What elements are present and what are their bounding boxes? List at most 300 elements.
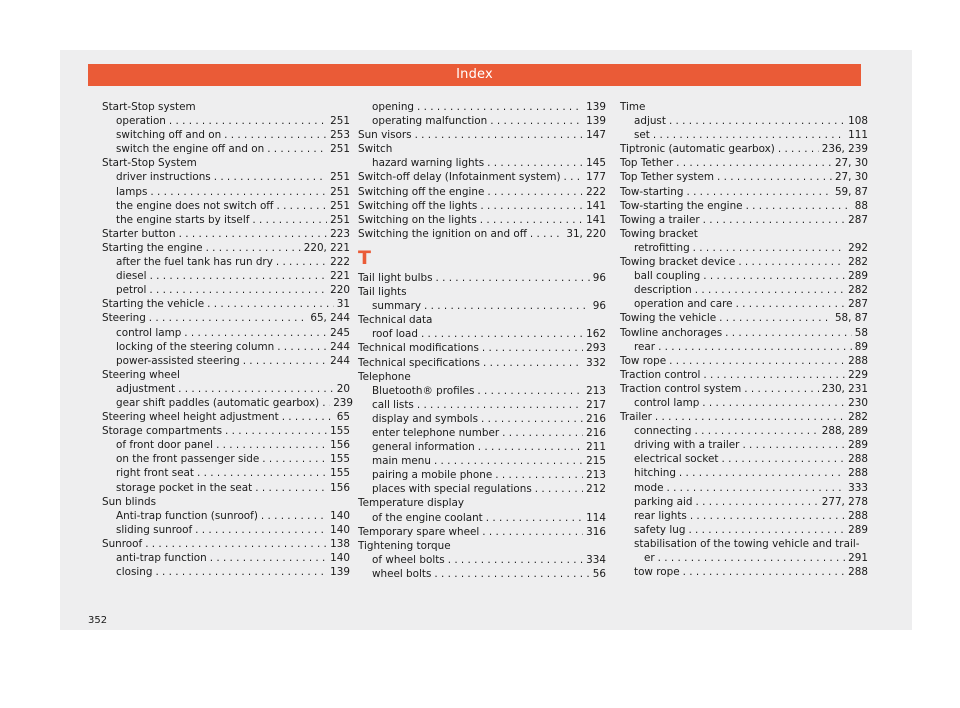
index-entry [358,553,606,567]
entry-label: Technical modifications [358,342,479,355]
index-entry [358,398,606,412]
page-reference: 287 [848,213,868,226]
index-entry [620,311,868,325]
entry-label: operation and care [634,298,733,311]
index-heading: Sun blinds [102,495,157,508]
index-heading: Switch [358,143,393,156]
entry-label: general information [372,441,475,454]
entry-label: right front seat [116,467,194,480]
index-entry [620,424,868,438]
index-entry [358,156,606,170]
entry-label: wheel bolts [372,567,432,580]
entry-label: display and symbols [372,412,478,425]
index-entry [358,468,606,482]
entry-label: main menu [372,455,431,468]
page-reference: 251 [330,143,350,156]
leader-dots [683,565,846,579]
index-entry [102,142,350,156]
entry-label: Traction control [620,368,701,381]
page-reference: 65 [336,411,350,424]
index-entry [358,327,606,341]
entry-label: enter telephone number [372,426,500,439]
index-entry [102,128,350,142]
entry-label: hitching [634,467,676,480]
leader-dots [482,341,583,355]
entry-label: rear lights [634,509,687,522]
index-entry [620,509,868,523]
entry-label: of the engine coolant [372,511,483,524]
page-reference: 59, 87 [834,185,868,198]
page-reference: 27, 30 [834,171,868,184]
entry-label: switching off and on [116,129,222,142]
entry-label: ball coupling [634,270,701,283]
entry-label: Tail light bulbs [358,271,433,284]
index-entry [620,241,868,255]
page-reference: 139 [330,566,350,579]
index-entry [620,466,868,480]
leader-dots [487,156,583,170]
index-heading: Tail lights [358,286,407,299]
index-entry [620,128,868,142]
page-reference: 220, 221 [303,241,350,254]
index-entry [102,269,350,283]
entry-label: adjust [634,115,666,128]
leader-dots [502,426,583,440]
page-reference: 156 [330,481,350,494]
page-reference: 332 [586,356,606,369]
leader-dots [686,185,831,199]
entry-label: Towing the vehicle [620,312,717,325]
leader-dots [702,396,845,410]
index-entry [620,354,868,368]
index-entry [620,255,868,269]
index-heading: Time [620,101,646,113]
page-reference: 56 [592,567,606,580]
leader-dots [676,156,832,170]
index-entry [358,213,606,227]
entry-label: Storage compartments [102,425,223,438]
leader-dots [495,468,583,482]
leader-dots [688,523,845,537]
page-reference: 288, 289 [821,425,868,438]
index-entry [102,551,350,565]
index-entry [620,185,868,199]
entry-label: summary [372,300,422,313]
leader-dots [434,454,583,468]
leader-dots [480,213,583,227]
entry-label: adjustment [116,382,176,395]
entry-label: operating malfunction [372,115,488,128]
entry-label: parking aid [634,495,693,508]
entry-label: control lamp [116,326,182,339]
index-entry [620,283,868,297]
entry-label: Sun visors [358,129,412,142]
leader-dots [216,438,327,452]
entry-label: opening [372,101,414,113]
page-reference: 282 [848,411,868,424]
index-entry [620,565,868,579]
index-column-3 [620,100,868,579]
leader-dots [719,311,832,325]
index-header: Index [88,64,861,86]
leader-dots [490,114,583,128]
entry-label: Tiptronic (automatic gearbox) [620,143,775,156]
page-reference: 251 [330,199,350,212]
entry-label: closing [116,566,153,579]
leader-dots [480,199,583,213]
leader-dots [415,128,584,142]
leader-dots [722,452,846,466]
page-reference: 289 [848,439,868,452]
page-reference: 251 [330,213,350,226]
index-entry [620,213,868,227]
index-entry [620,382,868,396]
leader-dots [482,525,583,539]
page-reference: 212 [586,483,606,496]
index-entry [620,551,868,565]
entry-label: Technical specifications [358,356,480,369]
page-reference: 334 [586,553,606,566]
leader-dots [669,354,845,368]
page-reference: 89 [854,340,868,353]
index-heading: Tightening torque [358,539,451,552]
leader-dots [267,142,327,156]
page-reference: 282 [848,256,868,269]
entry-label: set [634,129,650,142]
leader-dots [778,142,819,156]
leader-dots [448,553,583,567]
entry-label: lamps [116,185,148,198]
leader-dots [206,241,301,255]
page-reference: 140 [330,509,350,522]
leader-dots [179,227,328,241]
leader-dots [478,440,583,454]
entry-label: Switching the ignition on and off [358,227,527,240]
page-reference: 230 [848,396,868,409]
entry-label: petrol [116,284,147,297]
index-column-1 [102,100,354,579]
index-entry [620,170,868,184]
entry-label: Anti-trap function (sunroof) [116,509,258,522]
index-entry [358,567,606,581]
leader-dots [679,466,845,480]
entry-label: the engine does not switch off [116,199,274,212]
page-reference: 20 [336,382,350,395]
entry-label: driver instructions [116,171,211,184]
section-letter: T [358,246,371,269]
leader-dots [564,170,584,184]
entry-label: call lists [372,398,414,411]
entry-label: Top Tether [620,157,674,170]
entry-label: Starting the vehicle [102,298,205,311]
entry-label: storage pocket in the seat [116,481,253,494]
index-entry [102,213,350,227]
index-entry [358,412,606,426]
index-entry [358,170,606,184]
page-reference: 88 [854,199,868,212]
page-reference: 244 [330,340,350,353]
page-reference: 287 [848,298,868,311]
page-reference: 177 [586,171,606,184]
index-entry [358,185,606,199]
page-reference: 291 [848,552,868,564]
index-entry [358,482,606,496]
entry-label: rear [634,340,656,353]
leader-dots [224,128,327,142]
leader-dots [435,271,589,285]
leader-dots [653,128,845,142]
page-reference: 289 [848,270,868,283]
page-reference: 229 [848,368,868,381]
page-reference: 333 [848,481,868,494]
entry-label: Tow-starting [620,185,684,198]
leader-dots [225,424,327,438]
leader-dots [693,241,845,255]
index-heading: Technical data [358,314,433,327]
entry-label: safety lug [634,523,686,536]
entry-label: Switching off the lights [358,199,478,212]
page-reference: 215 [586,455,606,468]
index-entry [102,241,350,255]
leader-dots [276,255,327,269]
index-entry [102,438,350,452]
index-entry [102,410,350,424]
entry-label: operation [116,115,166,128]
index-entry [358,299,606,313]
page-reference: 251 [330,185,350,198]
leader-dots [736,297,846,311]
leader-dots [434,567,589,581]
entry-label: after the fuel tank has run dry [116,256,273,269]
page-reference: 251 [330,115,350,128]
leader-dots [738,255,845,269]
entry-label: electrical socket [634,453,719,466]
entry-label: tow rope [634,566,680,579]
leader-dots [655,410,845,424]
entry-label: Tow-starting the engine [620,199,743,212]
leader-dots [197,466,327,480]
page-reference: 211 [586,441,606,454]
page-reference: 31, 220 [566,227,606,240]
entry-label: of front door panel [116,439,214,452]
index-entry [358,128,606,142]
index-entry [620,114,868,128]
index-entry [102,481,350,495]
index-heading: Start-Stop system [102,101,196,113]
entry-label: Switching on the lights [358,213,477,226]
index-heading: Start-Stop System [102,157,197,170]
page-reference: 141 [586,213,606,226]
index-entry [620,326,868,340]
page-reference: 58, 87 [834,312,868,325]
entry-label: Trailer [620,411,652,424]
page-reference: 292 [848,241,868,254]
leader-dots [666,481,845,495]
page-reference: 213 [586,384,606,397]
leader-dots [155,565,327,579]
index-entry [358,271,606,285]
index-entry [358,454,606,468]
leader-dots [658,551,845,565]
entry-label: pairing a mobile phone [372,469,493,482]
leader-dots [695,495,818,509]
leader-dots [184,326,327,340]
index-entry [620,368,868,382]
entry-label: control lamp [634,396,700,409]
entry-label: driving with a trailer [634,439,740,452]
index-entry [102,523,350,537]
entry-label: Sunroof [102,537,143,550]
page-reference: 253 [330,129,350,142]
page-reference: 111 [848,129,868,142]
entry-label: places with special regulations [372,483,532,496]
entry-label: Switching off the engine [358,185,485,198]
entry-label: hazard warning lights [372,157,485,170]
leader-dots [483,356,583,370]
page-reference: 223 [330,227,350,240]
index-entry [102,537,350,551]
index-entry [358,356,606,370]
page-reference: 216 [586,426,606,439]
page-reference: 31 [336,298,350,311]
entry-label: er [644,552,655,564]
index-entry [620,481,868,495]
leader-dots [149,283,327,297]
page-reference: 221 [330,270,350,283]
index-heading: Towing bracket [620,227,698,240]
leader-dots [276,199,327,213]
index-heading: Temperature display [358,497,465,510]
leader-dots [150,185,327,199]
index-entry [102,114,350,128]
index-entry [620,452,868,466]
leader-dots [530,227,563,241]
leader-dots [417,100,583,114]
page-reference: 155 [330,453,350,466]
index-entry [358,199,606,213]
entry-label: retrofitting [634,241,690,254]
index-heading: Telephone [358,370,411,383]
page-reference: 251 [330,171,350,184]
index-entry [620,438,868,452]
index-entry [358,341,606,355]
page-reference: 288 [848,509,868,522]
index-heading: Steering wheel [102,368,180,381]
entry-label: mode [634,481,664,494]
entry-label: on the front passenger side [116,453,260,466]
page-reference: 230, 231 [821,382,868,395]
leader-dots [535,482,583,496]
index-entry [620,396,868,410]
leader-dots [195,523,327,537]
leader-dots [477,384,583,398]
entry-label: connecting [634,425,692,438]
index-entry [358,114,606,128]
index-entry [102,326,350,340]
entry-label: Steering wheel height adjustment [102,411,279,424]
page-reference: 96 [592,271,606,284]
leader-dots [207,297,334,311]
page-reference: 58 [854,326,868,339]
leader-dots [703,368,845,382]
page-reference: 282 [848,284,868,297]
index-entry [620,410,868,424]
entry-label: Tow rope [620,354,667,367]
index-entry [358,384,606,398]
entry-label: diesel [116,270,147,283]
leader-dots [421,327,583,341]
page-reference: 156 [330,439,350,452]
leader-dots [703,213,846,227]
leader-dots [262,452,327,466]
leader-dots [690,509,845,523]
index-entry [102,396,354,410]
entry-label: Towline anchorages [620,326,723,339]
page-reference: 140 [330,523,350,536]
page-reference: 288 [848,354,868,367]
page-reference: 147 [586,129,606,142]
page-reference: 141 [586,199,606,212]
leader-dots [742,438,845,452]
page-reference: 145 [586,157,606,170]
leader-dots [178,382,334,396]
entry-label: Bluetooth® profiles [372,384,475,397]
index-entry [358,511,606,525]
index-entry [358,426,606,440]
index-entry [102,354,350,368]
entry-label: switch the engine off and on [116,143,265,156]
leader-dots [322,396,330,410]
entry-label: Traction control system [620,382,742,395]
index-entry [102,382,350,396]
page-reference: 222 [330,256,350,269]
index-entry [620,269,868,283]
leader-dots [424,299,590,313]
index-entry [102,227,350,241]
leader-dots [243,354,327,368]
leader-dots [703,269,845,283]
leader-dots [695,283,845,297]
page-reference: 288 [848,467,868,480]
page-reference: 277, 278 [821,495,868,508]
index-column-2 [358,100,606,581]
leader-dots [252,213,327,227]
page-reference: 96 [592,300,606,313]
leader-dots [214,170,327,184]
leader-dots [746,199,852,213]
leader-dots [145,537,327,551]
index-entry [102,424,350,438]
page-reference: 138 [330,537,350,550]
entry-label: description [634,284,692,297]
index-heading: stabilisation of the towing vehicle and trail- [634,537,860,550]
index-entry [620,523,868,537]
page-reference: 162 [586,328,606,341]
leader-dots [261,509,327,523]
entry-label: Top Tether system [620,171,714,184]
page-reference: 293 [586,342,606,355]
index-entry [102,311,350,325]
leader-dots [486,511,583,525]
leader-dots [417,398,583,412]
page-reference: 288 [848,453,868,466]
leader-dots [717,170,832,184]
entry-label: Starting the engine [102,241,203,254]
page-number: 352 [88,615,108,626]
index-entry [620,142,868,156]
entry-label: Towing a trailer [620,213,700,226]
entry-label: Switch-off delay (Infotainment system) [358,171,561,184]
